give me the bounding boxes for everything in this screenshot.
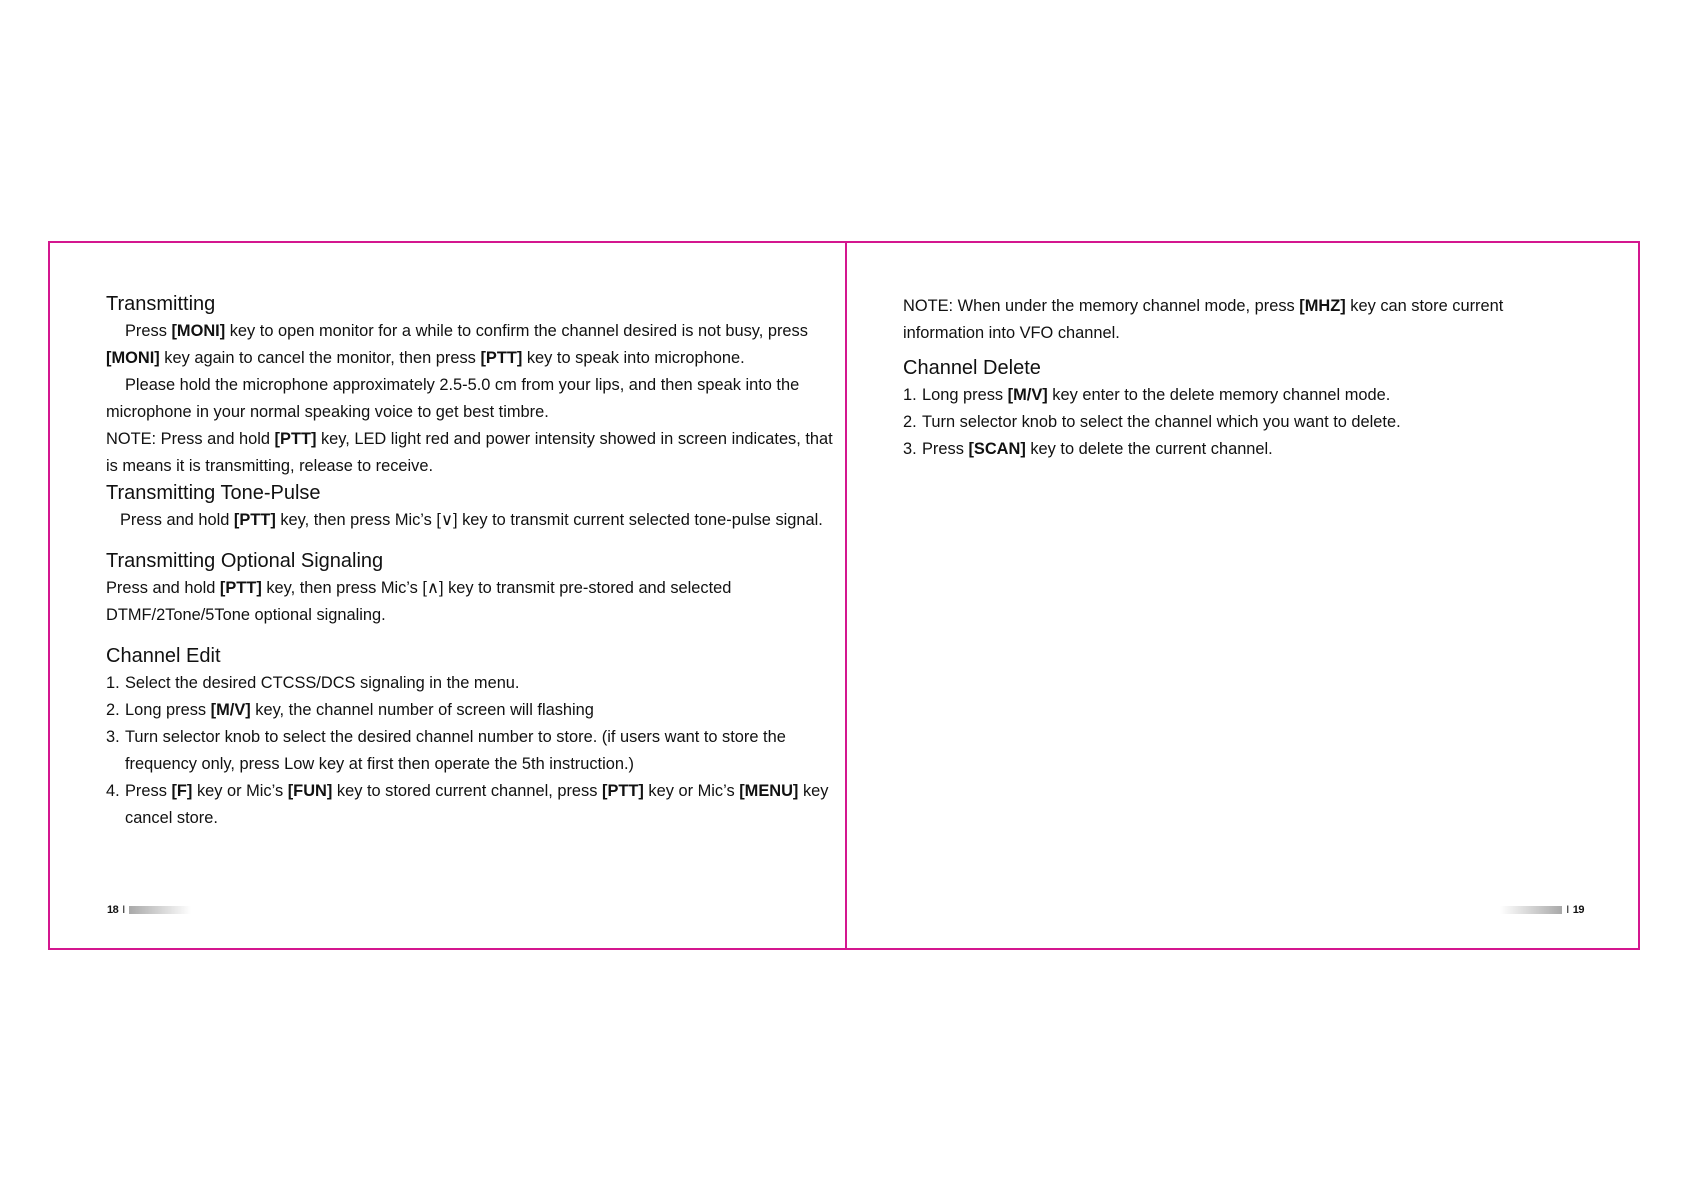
page-number-text: 19 <box>1572 904 1584 916</box>
tone-pulse-paragraph: Press and hold [PTT] key, then press Mic’s [∨] key to transmit current selected tone-pulse signal. <box>120 511 823 529</box>
list-item-text: Long press [M/V] key, the channel number of screen will flashing <box>125 701 594 719</box>
list-item-text: Turn selector knob to select the channel which you want to delete. <box>922 413 1401 431</box>
key-name: [MENU] <box>739 782 799 800</box>
list-item <box>106 670 846 697</box>
transmitting-note: NOTE: Press and hold [PTT] key, LED light red and power intensity showed in screen indicates, that is means it is transmitting, release to receive. <box>106 430 833 475</box>
key-name: [F] <box>171 782 193 800</box>
key-name: [MHZ] <box>1299 297 1346 315</box>
list-item <box>106 724 846 778</box>
list-item-number: 1. <box>106 674 120 692</box>
page-19-content <box>903 293 1553 463</box>
list-item-text: Select the desired CTCSS/DCS signaling in the menu. <box>125 674 520 692</box>
key-name: [FUN] <box>287 782 333 800</box>
folio-separator: I <box>122 904 125 916</box>
list-item <box>106 778 846 832</box>
folio-separator: I <box>1566 904 1569 916</box>
list-item <box>903 382 1553 409</box>
page-18 <box>50 243 845 948</box>
key-name: [MONI] <box>106 349 160 367</box>
transmitting-paragraph-2: Please hold the microphone approximately 2.5-5.0 cm from your lips, and then speak into the microphone in your normal speaking voice to get best timbre. <box>106 376 800 421</box>
key-name: [M/V] <box>210 701 251 719</box>
channel-delete-list <box>903 382 1553 463</box>
key-name: [PTT] <box>480 349 523 367</box>
list-item <box>903 409 1553 436</box>
heading-channel-delete: Channel Delete <box>903 357 1041 379</box>
folio-gradient-bar <box>1500 906 1562 914</box>
heading-optional-signaling: Transmitting Optional Signaling <box>106 550 384 572</box>
heading-channel-edit: Channel Edit <box>106 645 221 667</box>
heading-tone-pulse: Transmitting Tone-Pulse <box>106 482 321 504</box>
list-item <box>903 436 1553 463</box>
list-item-number: 3. <box>106 728 120 746</box>
optional-signaling-paragraph: Press and hold [PTT] key, then press Mic’s [∧] key to transmit pre-stored and selected DTMF/2Tone/5Tone optional signaling. <box>106 579 732 624</box>
key-name: [MONI] <box>171 322 226 340</box>
list-item-text: Press [SCAN] key to delete the current channel. <box>922 440 1273 458</box>
list-item-number: 2. <box>106 701 120 719</box>
list-item-number: 1. <box>903 386 917 404</box>
transmitting-paragraph-1: Press [MONI] key to open monitor for a while to confirm the channel desired is not busy, press [MONI] key again to cancel the monitor, then press [PTT] key to speak into microphone. <box>106 322 808 367</box>
list-item-number: 4. <box>106 782 120 800</box>
list-item-text: Press [F] key or Mic’s [FUN] key to stored current channel, press [PTT] key or Mic’s [MENU] key cancel store. <box>125 782 829 827</box>
list-item <box>106 697 846 724</box>
key-name: [PTT] <box>233 511 276 529</box>
list-item-text: Long press [M/V] key enter to the delete memory channel mode. <box>922 386 1391 404</box>
key-name: [SCAN] <box>968 440 1026 458</box>
folio-gradient-bar <box>129 906 191 914</box>
list-item-number: 2. <box>903 413 917 431</box>
page-number-18 <box>107 904 191 916</box>
list-item-number: 3. <box>903 440 917 458</box>
page-19 <box>847 243 1640 948</box>
channel-edit-list <box>106 670 846 832</box>
page-number-19 <box>1500 904 1584 916</box>
heading-transmitting: Transmitting <box>106 293 216 315</box>
key-name: [PTT] <box>602 782 644 800</box>
vfo-note: NOTE: When under the memory channel mode, press [MHZ] key can store current information into VFO channel. <box>903 297 1504 342</box>
key-name: [PTT] <box>274 430 317 448</box>
list-item-text: Turn selector knob to select the desired channel number to store. (if users want to store the frequency only, press Low key at first then operate the 5th instruction.) <box>125 728 786 773</box>
page-18-content <box>106 291 846 832</box>
manual-spread <box>48 241 1640 950</box>
key-name: [M/V] <box>1007 386 1048 404</box>
page-number-text: 18 <box>107 904 119 916</box>
key-name: [PTT] <box>219 579 262 597</box>
